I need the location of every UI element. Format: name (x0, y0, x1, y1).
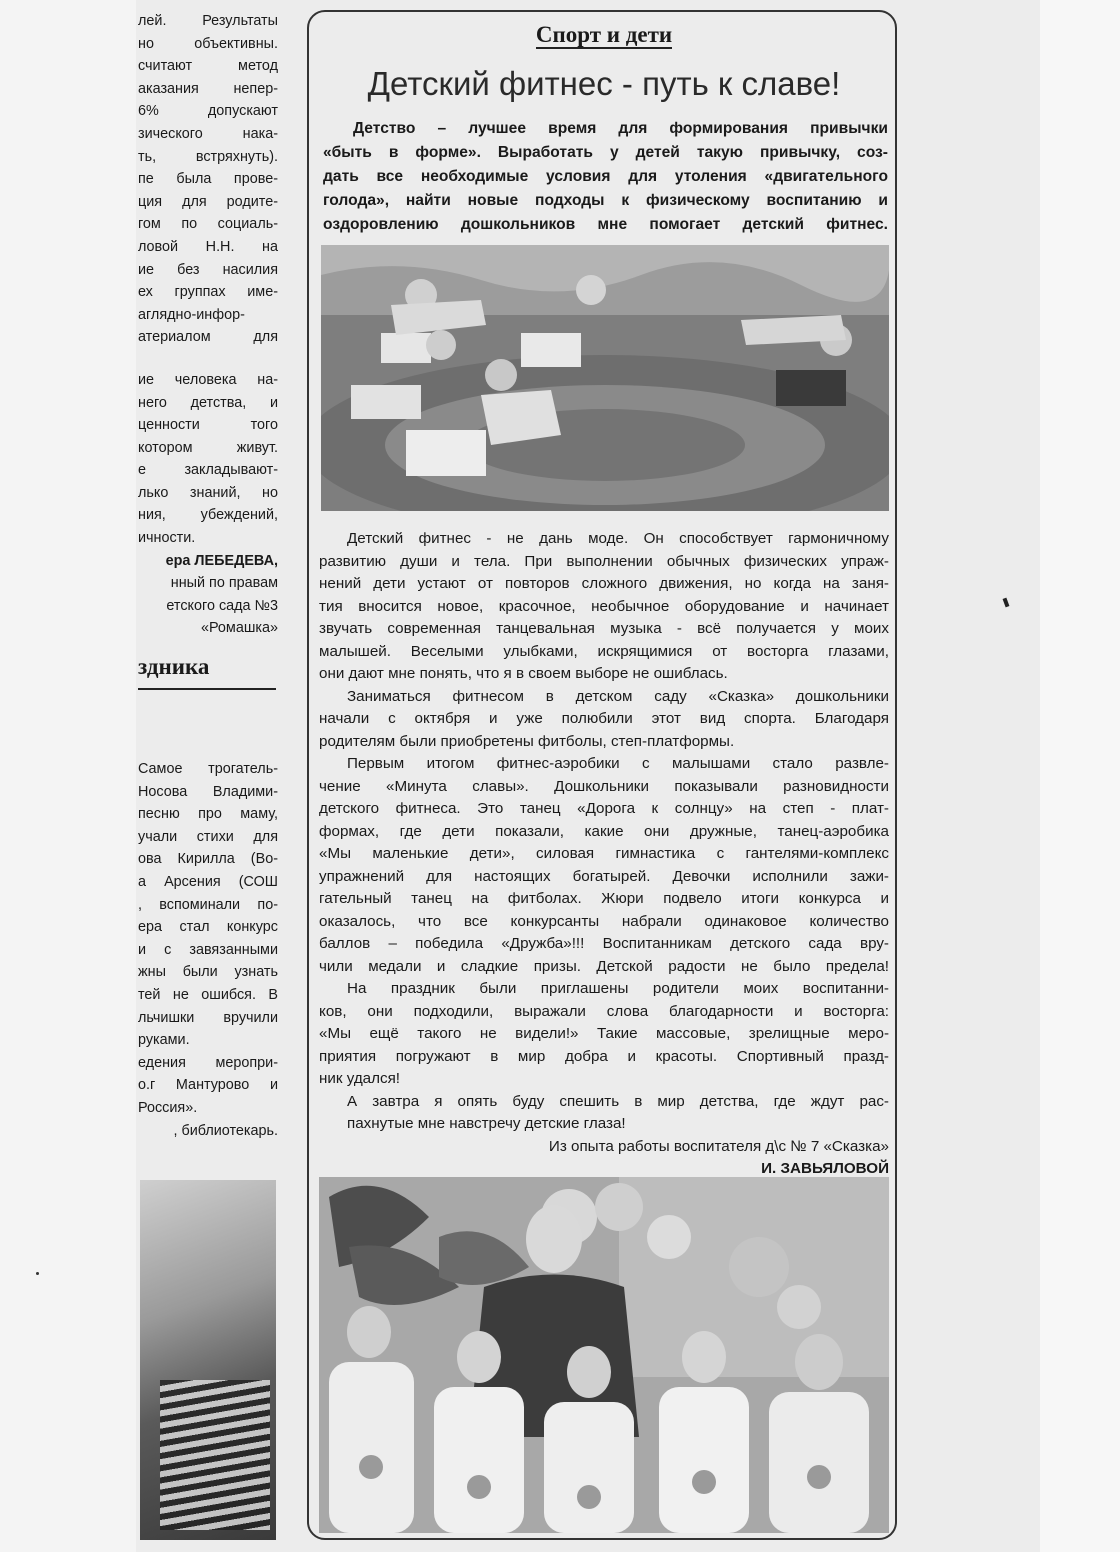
text-line: него детства, и (138, 394, 278, 411)
article-body (319, 528, 889, 1181)
text-line: Россия». (138, 1099, 198, 1116)
body-line: Заниматься фитнесом в детском саду «Сказка» дошкольники (347, 687, 889, 705)
scan-background (1040, 0, 1120, 1552)
text-line: и с завязанными (138, 941, 278, 958)
text-line: ова Кирилла (Во- (138, 851, 278, 868)
article-lead (323, 117, 888, 237)
lead-line: голода», найти новые подходы к физическому воспитанию и (323, 192, 888, 209)
body-line: формах, где дети показали, какие они дружные, танец-аэробика (319, 822, 889, 840)
article-headline: Детский фитнес - путь к славе! (367, 65, 841, 102)
text-line: пе была прове- (138, 171, 278, 188)
left-column-photo (140, 1180, 276, 1540)
text-line: ловой Н.Н. на (138, 238, 278, 255)
rubric-text: Спорт и дети (535, 22, 673, 47)
body-line: «Мы маленькие дети», силовая гимнастика с гантелями-комплекс (319, 845, 889, 862)
body-line: На праздник были приглашены родители моих воспитанни- (347, 980, 889, 997)
text-line: лько знаний, но (138, 484, 278, 501)
body-line: ков, они подходили, выражали слова благодарности и восторга: (319, 1002, 889, 1020)
photo-teacher-with-children (319, 1177, 889, 1533)
photo-children-exercising-graphic (321, 245, 889, 511)
text-line: котором живут. (138, 439, 278, 456)
body-line: родителям были приобретены фитболы, степ-платформы. (319, 732, 735, 750)
text-line: считают метод (138, 58, 278, 75)
left-block-1 (138, 10, 278, 349)
paragraph-gap (138, 349, 278, 369)
text-line: Самое трогатель- (138, 761, 278, 778)
text-line: ценности того (138, 417, 278, 434)
body-line: ник удался! (319, 1070, 401, 1087)
body-line: чили медали и сладкие призы. Детской радости не было предела! (319, 957, 889, 975)
body-line: Первым итогом фитнес-аэробики с малышами стало развле- (347, 755, 889, 772)
text-line: едения меропри- (138, 1054, 278, 1071)
page-margin (0, 0, 136, 1552)
text-line: 6% допускают (138, 103, 278, 120)
text-line: ть, встряхнуть). (138, 148, 278, 165)
article-source: Из опыта работы воспитателя д\с № 7 «Сказка» (548, 1137, 889, 1155)
lead-line: «быть в форме». Выработать у детей такую привычку, соз- (323, 144, 888, 161)
text-line: учали стихи для (138, 828, 278, 845)
signature-line: етского сада №3 (166, 597, 278, 614)
text-line: лей. Результаты (138, 13, 278, 29)
text-line: тей не ошибся. В (138, 986, 278, 1003)
body-line: Детский фитнес - не дань моде. Он способствует гармоничному (347, 530, 889, 547)
text-line: , вспоминали по- (138, 896, 278, 913)
signature-line: нный по правам (170, 575, 278, 592)
text-line: ичности. (138, 530, 196, 547)
rubric-heading (309, 20, 899, 50)
body-line: гательный танец на фитболах. Жюри подвело итоги конкурса и (319, 890, 889, 907)
text-line: зического нака- (138, 125, 278, 142)
text-line: аглядно-инфор- (138, 306, 245, 323)
body-line: упражнений для настоящих богатырей. Девочки исполнили зажи- (319, 867, 889, 885)
body-line: малышей. Веселыми улыбками, искрящимися от восторга глазами, (319, 642, 889, 660)
photo-teacher-with-children-graphic (319, 1177, 889, 1533)
lead-line: дать все необходимые условия для утоления «двигательного (323, 168, 888, 185)
body-line: нений дети устают от повторов сложного движения, но когда на заня- (319, 575, 889, 592)
body-line: А завтра я опять буду спешить в мир детства, где ждут рас- (347, 1092, 889, 1110)
text-line: о.г Мантурово и (138, 1077, 278, 1094)
body-line: пахнутые мне навстречу детские глаза! (347, 1115, 626, 1132)
text-line: жны были узнать (138, 964, 278, 981)
text-line: но объективны. (138, 35, 278, 52)
paragraph-gap (138, 700, 278, 758)
body-line: оказалось, что все конкурсанты набрали одинаковое количество (319, 912, 889, 930)
text-line: Носова Владими- (138, 783, 278, 800)
text-line: ие без насилия (138, 261, 278, 278)
text-line: льчишки вручили (138, 1009, 278, 1026)
text-line: ера стал конкурс (138, 919, 278, 936)
text-line: а Арсения (СОШ (138, 874, 278, 890)
text-line: , библиотекарь. (173, 1122, 278, 1139)
left-article-heading: здника (138, 652, 276, 690)
scan-speck (36, 1272, 39, 1275)
text-line: ния, убеждений, (138, 507, 278, 524)
article-author: И. ЗАВЬЯЛОВОЙ (761, 1160, 889, 1177)
signature-line: «Ромашка» (200, 620, 278, 637)
article-frame (307, 10, 897, 1540)
left-block-2 (138, 369, 278, 640)
body-line: «Мы ещё такого не видели!» Такие массовые, зрелищные меро- (319, 1025, 889, 1042)
left-column-text (138, 10, 278, 1142)
body-line: звучать современная танцевальная музыка - всё получается у моих (319, 620, 889, 637)
body-line: начали с октября и уже полюбили этот вид спорта. Благодаря (319, 710, 889, 727)
text-line: е закладывают- (138, 462, 278, 479)
photo-children-exercising (321, 245, 889, 511)
text-line: ция для родите- (138, 193, 278, 210)
body-line: развитию души и тела. При выполнении обычных физических упраж- (319, 552, 889, 570)
text-line: аказания непер- (138, 80, 278, 97)
body-line: чение «Минута славы». Дошкольники показывали разновидности (319, 777, 889, 795)
text-line: руками. (138, 1032, 190, 1049)
text-line: песню про маму, (138, 806, 278, 823)
body-line: приятия погружают в мир добра и красоты. Спортивный празд- (319, 1047, 889, 1065)
body-line: они дают мне понять, что я в своем выборе не ошиблась. (319, 665, 728, 682)
text-line: ех группах име- (138, 284, 278, 301)
body-line: баллов – победила «Дружба»!!! Воспитанникам детского сада вру- (319, 935, 889, 952)
striped-sweater-graphic (160, 1380, 270, 1530)
left-block-3 (138, 758, 278, 1142)
lead-line: Детство – лучшее время для формирования привычки (353, 120, 888, 137)
signature-name: ера ЛЕБЕДЕВА, (165, 552, 278, 569)
text-line: ие человека на- (138, 371, 278, 388)
text-line: атериалом для (138, 329, 278, 346)
text-line: гом по социаль- (138, 216, 278, 233)
body-line: детского фитнеса. Это танец «Дорога к солнцу» на степ - плат- (319, 800, 889, 817)
lead-line: оздоровлению дошкольников мне помогает детский фитнес. (323, 216, 888, 233)
body-line: тия вносится новое, красочное, необычное оборудование и начинает (319, 597, 889, 615)
